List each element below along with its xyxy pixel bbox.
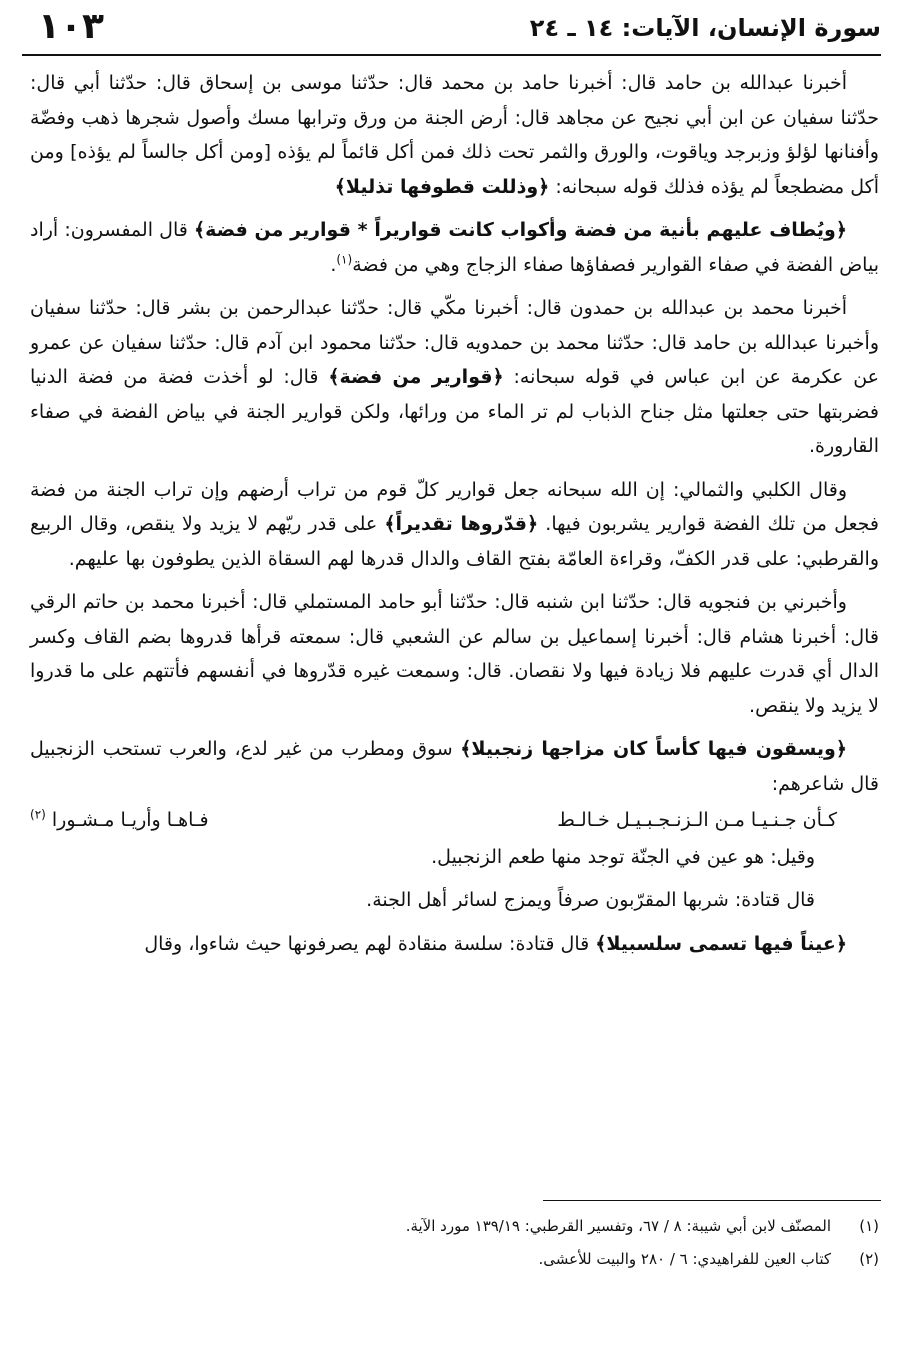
footnote-ref: (٢) (30, 807, 46, 822)
paragraph-text: وقال الكلبي والثمالي: إن الله سبحانه جعل قوارير كلّ قوم من تراب أرضهم وإن تراب الجنة من فضة فجعل من تلك الفضة قوارير يشربون فيها. (30, 478, 879, 535)
footnote-text: المصنّف لابن أبي شيبة: ٨ / ٦٧، وتفسير القرطبي: ١٣٩/١٩ مورد الآية. (405, 1217, 831, 1235)
paragraph (30, 883, 879, 918)
verse-second-hemistich (30, 803, 209, 838)
footnote-separator (543, 1200, 881, 1201)
footnote (30, 1210, 879, 1243)
quran-quote: ﴿ويُطاف عليهم بأنية من فضة وأكواب كانت قواريراً * قوارير من فضة﴾ (194, 219, 848, 241)
paragraph-text: وأخبرني بن فنجويه قال: حدّثنا ابن شنبه قال: حدّثنا أبو حامد المستملي قال: أخبرنا محمد بن حاتم الرقي قال: أخبرنا هشام قال: أخبرنا إسماعيل بن سالم عن الشعبي قال: سمعته قرأها قدروها بضم القاف وكسر الدال أي قدرت عليهم فلا زيادة فيها ولا نقصان. قال: وسمعت غيره قدّروها في أنفسهم فأتتهم على ما قدروا لا يزيد ولا ينقص. (30, 591, 879, 717)
footnote-number: (٢) (859, 1250, 879, 1268)
paragraph-text: قال: لو أخذت فضة من فضة الدنيا فضربتها حتى جعلتها مثل جناح الذباب لم تر الماء من ورائها، ولكن قوارير الجنة في بياض الفضة في صفاء القارورة. (30, 366, 879, 457)
footnotes (30, 1210, 879, 1276)
paragraph: ﴿ويُطاف عليهم بأنية من فضة وأكواب كانت قواريراً * قوارير من فضة﴾ قال المفسرون: أراد بياض الفضة في صفاء القوارير فصفاؤها صفاء الزجاج وهي من فضة$^{(١)}$. (30, 219, 879, 276)
main-text (30, 66, 879, 961)
footnote (30, 1243, 879, 1276)
paragraph (30, 66, 879, 204)
paragraph-text: وقيل: هو عين في الجنّة توجد منها طعم الزنجبيل. (431, 845, 815, 868)
paragraph (30, 927, 879, 962)
paragraph-text: قال المفسرون: أراد بياض الفضة في صفاء القوارير فصفاؤها صفاء الزجاج وهي من فضة (30, 219, 879, 276)
paragraph (30, 585, 879, 723)
quran-quote: ﴿قدّروها تقديراً﴾ (384, 513, 539, 535)
footnote-text: كتاب العين للفراهيدي: ٦ / ٢٨٠ والبيت للأعشى. (538, 1250, 831, 1268)
paragraph-text: أخبرنا عبدالله بن حامد قال: أخبرنا حامد بن محمد قال: حدّثنا موسى بن إسحاق قال: حدّثنا أبي قال: حدّثنا سفيان عن ابن أبي نجيح عن مجاهد قال: أرض الجنة من ورق وترابها مسك وأصول شجرها ذهب وفضّة وأفنانها لؤلؤ وزبرجد وياقوت، والورق والثمر تحت ذلك فمن أكل قائماً لم يؤذه [ومن أكل جالساً لم يؤذه] ومن أكل مضطجعاً لم يؤذه فذلك قوله سبحانه: (30, 72, 879, 198)
running-header: سورة الإنسان، الآيات: ١٤ ـ ٢٤ (529, 14, 881, 42)
paragraph-text: قال قتادة: سلسة منقادة لهم يصرفونها حيث شاءوا، وقال (144, 932, 590, 955)
paragraph-text: قال قتادة: شربها المقرّبون صرفاً ويمزج لسائر أهل الجنة. (366, 889, 815, 911)
paragraph-text: أخبرنا محمد بن عبدالله بن حمدون قال: أخبرنا مكّي قال: حدّثنا عبدالرحمن بن بشر قال: حدّثنا سفيان وأخبرنا عبدالله بن حامد قال: حدّثنا محمد بن حمدويه قال: حدّثنا محمود ابن آدم قال: حدّثنا سفيان عن عمرو عن عكرمة عن ابن عباس في قوله سبحانه: (30, 297, 879, 388)
quran-quote: ﴿عيناً فيها تسمى سلسبيلا﴾ (595, 932, 847, 955)
paragraph (30, 840, 879, 875)
paragraph-text: على قدر ريّهم لا يزيد ولا ينقص، وقال الربيع والقرطبي: على قدر الكفّ، وقراءة العامّة بفتح القاف والدال قدرها لهم السقاة الذين يطوفون بها عليهم. (30, 513, 879, 570)
paragraph (30, 473, 879, 577)
quran-quote: ﴿وذللت قطوفها تذليلا﴾ (334, 175, 550, 198)
footnote-ref: (١) (336, 252, 353, 267)
page-number: ١٠٣ (38, 6, 104, 47)
paragraph (30, 732, 879, 801)
verse-first-hemistich: كـأن جـنـيـا مـن الـزنـجـبـيـل خـالـط (557, 809, 837, 831)
paragraph (30, 291, 879, 464)
verse-second-hemistich-text: فـاهـا وأريـا مـشـورا (51, 809, 209, 831)
quran-quote: ﴿ويسقون فيها كأساً كان مزاجها زنجبيلا﴾ (460, 738, 847, 760)
header-rule (22, 54, 881, 56)
poetry-verse (30, 803, 837, 838)
paragraph-text: سوق ومطرب من غير لدع، والعرب تستحب الزنجبيل قال شاعرهم: (30, 738, 879, 795)
footnote-number: (١) (859, 1217, 879, 1235)
quran-quote: ﴿قوارير من فضة﴾ (328, 366, 504, 388)
